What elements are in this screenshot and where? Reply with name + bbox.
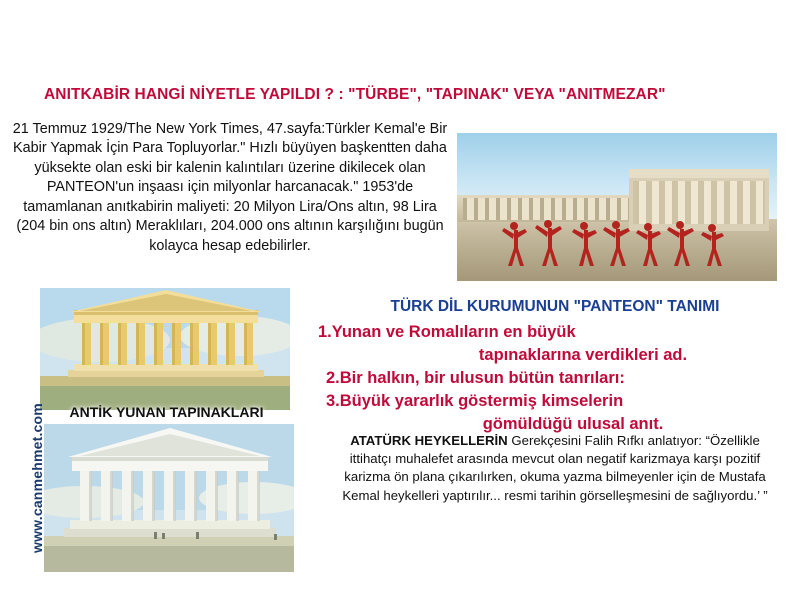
folk-dancers-figure <box>500 216 740 268</box>
watermark-url: www.canmehmet.com <box>29 403 45 553</box>
tdk-item-3: 3.Büyük yararlık göstermiş kimselerin <box>326 392 624 411</box>
tdk-item-1: 1.Yunan ve Romalıların en büyük <box>318 323 576 341</box>
tdk-item-3-cont: gömüldüğü ulusal anıt. <box>482 415 664 434</box>
temple-caption: ANTİK YUNAN TAPINAKLARI <box>69 404 264 420</box>
greek-temple-gold-illustration <box>40 288 290 410</box>
page-title: ANITKABİR HANGİ NİYETLE YAPILDI ? : "TÜRBE", "TAPINAK" VEYA "ANITMEZAR" <box>44 86 666 103</box>
ataturk-paragraph-body: Gerekçesini Falih Rıfkı anlatıyor: “Özellikle ittihatçı muhalefet arasında mevcut olan negatif karizmaya karşı pozitif karizma ön plana çıkarılırken, okuma yazma bilmeyenler için de Mustafa Kemal heykelleri yaptırılır... resmi tarihin görselleşmesini de sağlıyordu.’ ” <box>342 433 768 503</box>
tdk-definition-list <box>318 322 788 438</box>
intro-paragraph: 21 Temmuz 1929/The New York Times, 47.sayfa:Türkler Kemal'e Bir Kabir Yapmak İçin Para Topluyorlar." Hızlı büyüyen başkentten daha yüksekte olan eski bir kalenin kalıntıları üzerine dikilecek olan PANTEON'un inşaası için milyonlar harcanacak." 1953'de tamamlanan anıtkabirin maliyeti: 20 Milyon Lira/Ons altın, 98 Lira (204 bin ons altın) Meraklıları, 204.000 ons altının karşılığını bugün kolayca hesap edebilirler. <box>12 121 448 254</box>
tdk-definition-heading: TÜRK DİL KURUMUNUN "PANTEON" TANIMI <box>390 298 720 315</box>
tdk-item-1-cont: tapınaklarına verdikleri ad. <box>478 346 688 365</box>
ataturk-paragraph-lead: ATATÜRK HEYKELLERİN <box>350 433 508 448</box>
greek-temple-white-illustration <box>44 424 294 572</box>
ataturk-statues-paragraph <box>330 432 780 505</box>
tdk-item-2: 2.Bir halkın, bir ulusun bütün tanrıları: <box>326 369 625 388</box>
